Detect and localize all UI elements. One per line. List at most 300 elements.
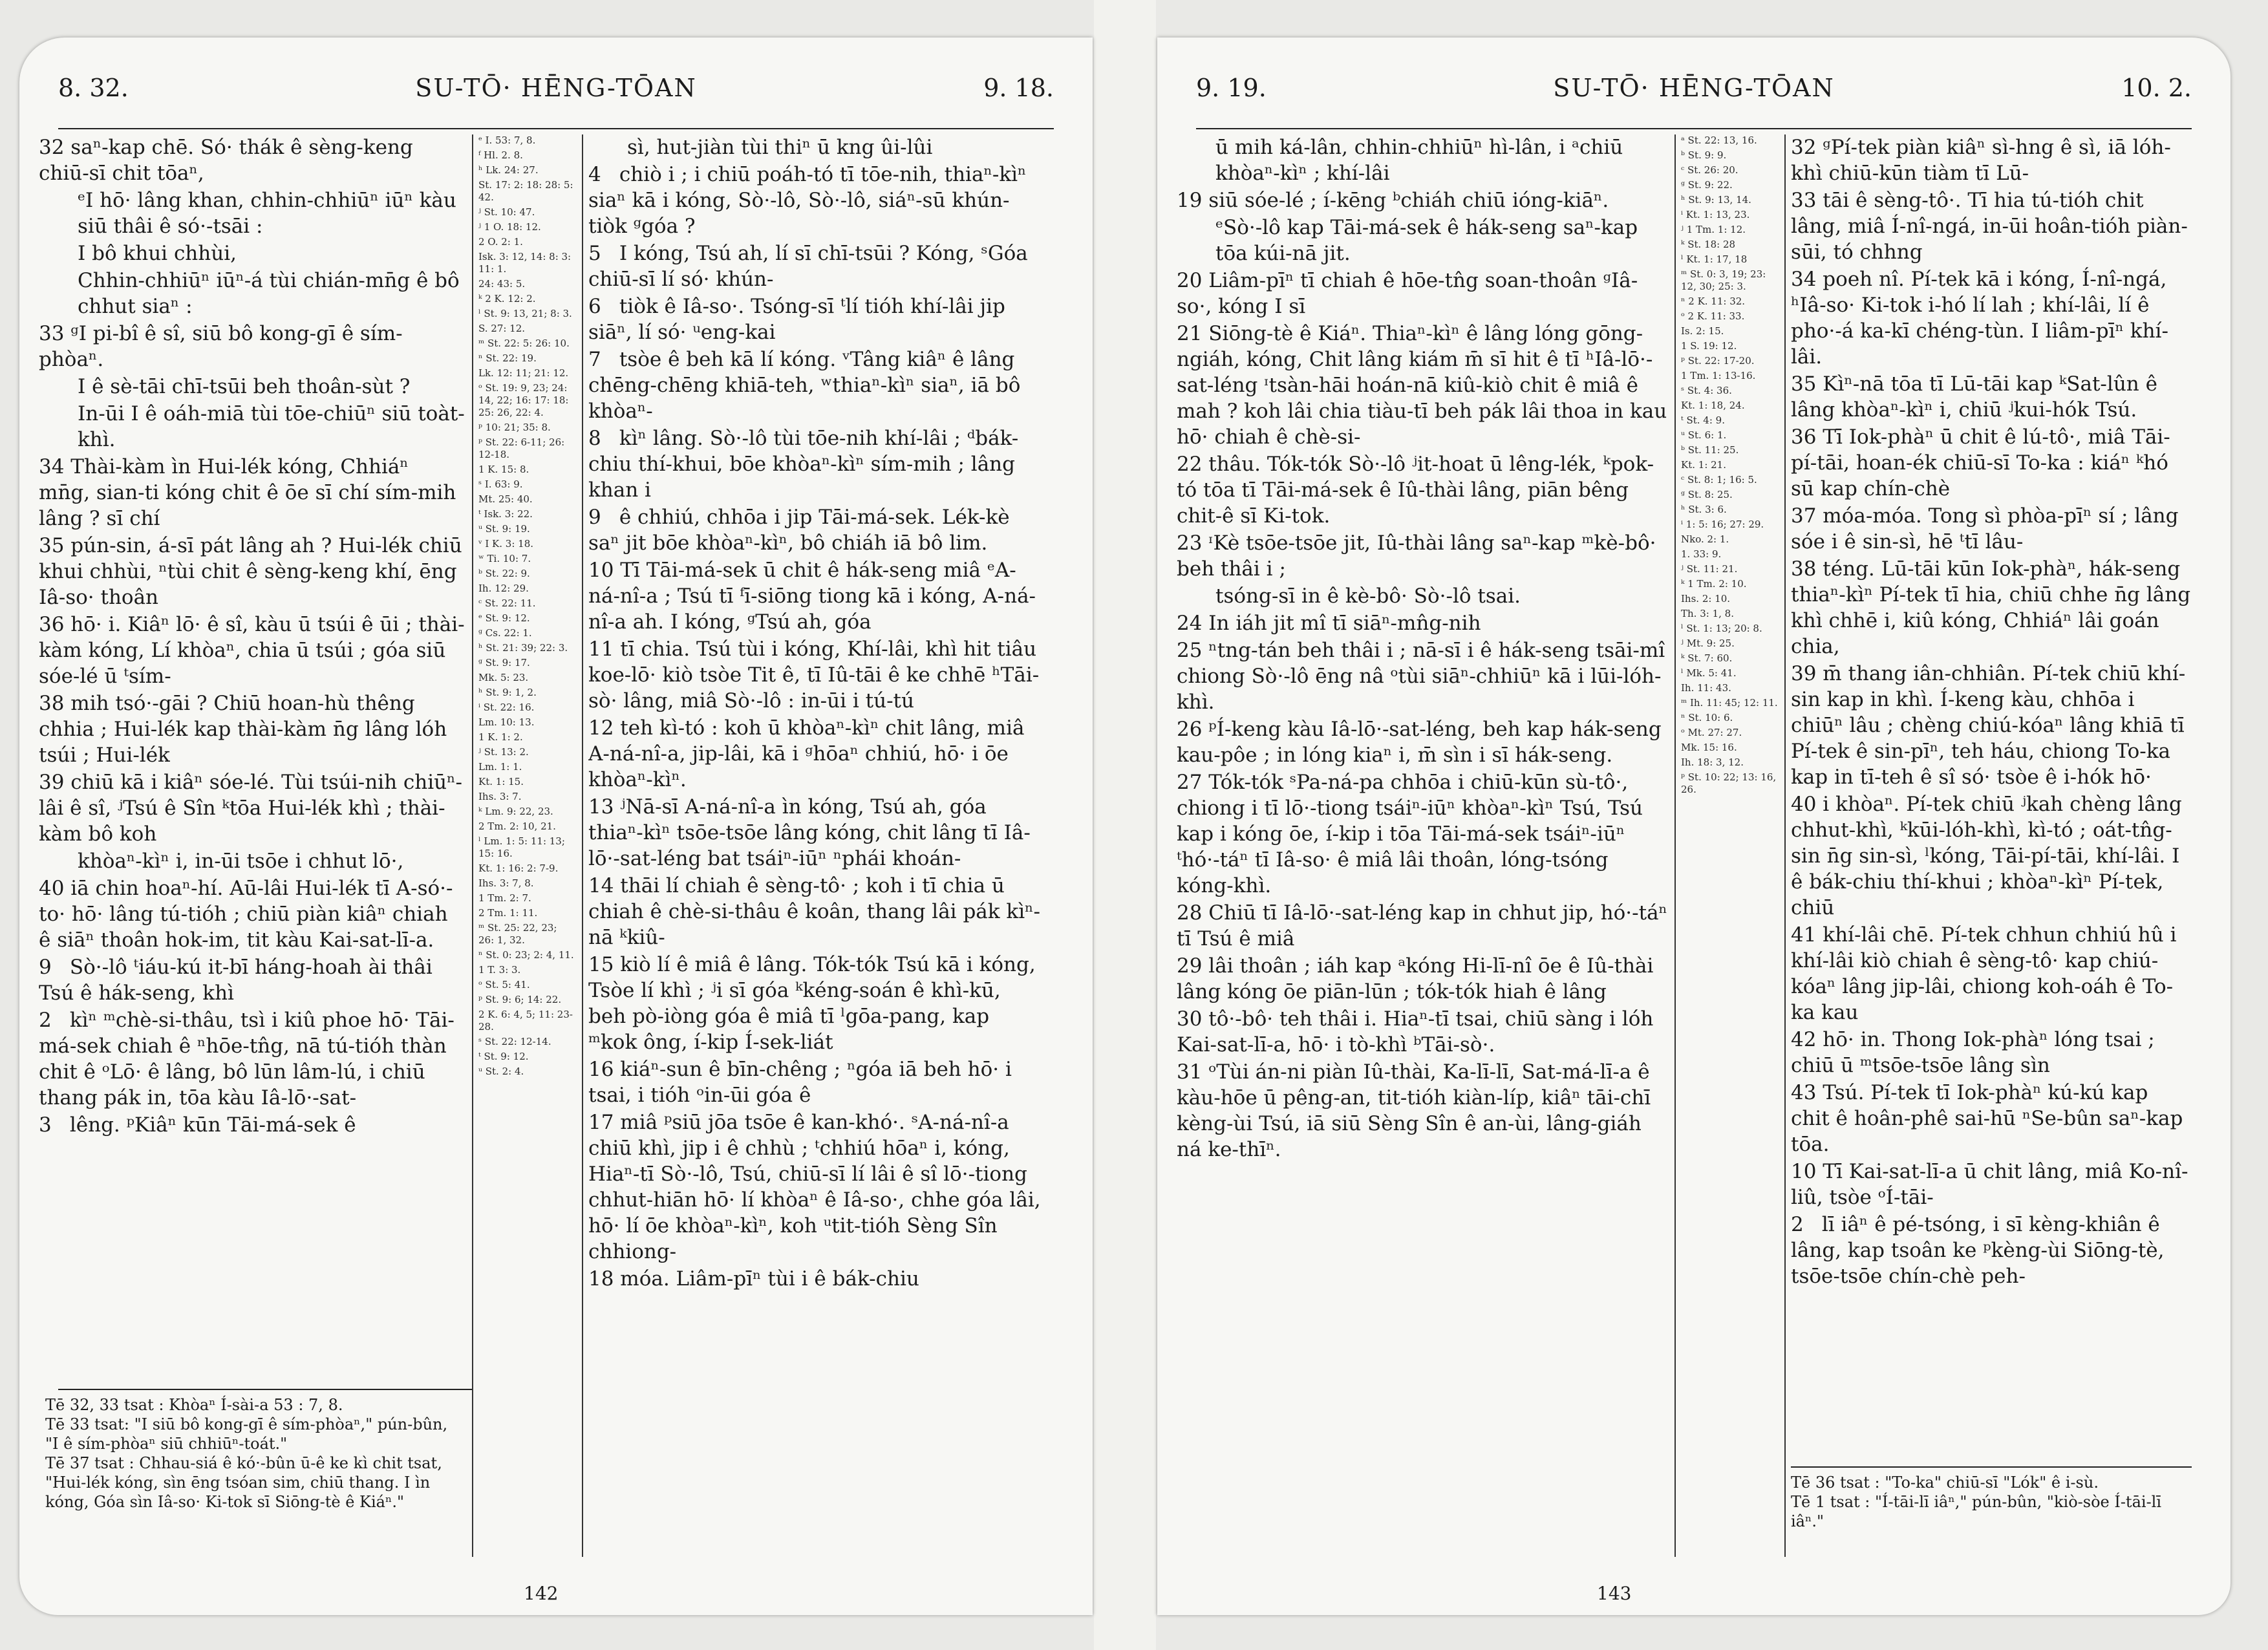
cross-reference: ᵒ 2 K. 11: 33. [1681, 310, 1745, 322]
cross-reference: ᵘ St. 2: 4. [478, 1066, 524, 1077]
cross-reference: ᵖ St. 10: 22; 13: 16, 26. [1681, 771, 1777, 795]
verse-text: kìⁿ ᵐchè-si-thâu, tsì i kiû phoe hō· Tāi-má-sek chiah ê ⁿhōe-tn̂g, nā tú-tióh thàn chit ê ᵒLō· ê lâng, bô lūn lâm-lú, i chiū thang pák in, tōa kàu Iâ-lō·-sat- [39, 1009, 455, 1109]
verse-block [1177, 530, 1668, 582]
verse-number: 34 [39, 455, 65, 478]
verse-block [1177, 321, 1668, 450]
cross-reference: Th. 3: 1, 8. [1681, 608, 1734, 619]
verse-block [1791, 1027, 2192, 1078]
cross-reference: 1 K. 1: 2. [478, 731, 523, 743]
verse-number: 6 [588, 295, 601, 318]
verse-block [1177, 583, 1668, 609]
cross-reference: ᵏ St. 18: 28 [1681, 239, 1736, 250]
cross-reference: ᵒ Mt. 27: 27. [1681, 727, 1742, 738]
verse-block [588, 162, 1041, 239]
cross-reference: ˡ St. 1: 13; 20: 8. [1681, 623, 1762, 634]
cross-reference: ᵏ Lm. 9: 22, 23. [478, 806, 553, 817]
verse-block [1791, 371, 2192, 423]
verse-number: 36 [1791, 425, 1817, 449]
cross-reference-column [478, 134, 575, 1441]
cross-reference: ᶠ Hl. 2. 8. [478, 149, 523, 161]
cross-reference: ⁿ St. 10: 6. [1681, 712, 1733, 723]
verse-block [1177, 953, 1668, 1005]
cross-reference: Nko. 2: 1. [1681, 533, 1729, 545]
verse-number: 35 [39, 534, 65, 557]
left-page [19, 38, 1093, 1615]
footnote-rule [58, 1389, 472, 1390]
cross-reference: ʷ Ti. 10: 7. [478, 553, 531, 564]
verse-number: 38 [1791, 557, 1817, 581]
cross-reference: ᵍ Cs. 22: 1. [478, 627, 532, 639]
verse-block [39, 533, 465, 610]
footnote-line: Tē 37 tsat : Chhau-siá ê kó·-bûn ū-ê ke kì chit tsat, "Hui-lék kóng, sìn ēng tsóan sim, chiū thang. I ìn kóng, Góa sìn Iâ-so· Ki-tok sī Siōng-tè ê Kiáⁿ." [45, 1454, 442, 1511]
verse-block [588, 1109, 1041, 1265]
cross-reference: S. 27: 12. [478, 323, 526, 334]
verse-text: miâ ᵖsiū jōa tsōe ê kan-khó·. ˢA-ná-nî-a chiū khì, jip i ê chhù ; ᵗchhiú hōaⁿ i, kóng, Hiaⁿ-tī Sò·-lô, Tsú, chiū-sī lí lâi ê sî lō·-tiong chhut-hiān hō· lí khòaⁿ ê Iâ-so·, chhe góa lâi, hō· lí ōe khòaⁿ-kìⁿ, koh ᵘtit-tióh Sèng Sîn chhiong- [588, 1111, 1041, 1263]
verse-block [1177, 769, 1668, 899]
footnotes [45, 1395, 459, 1609]
cross-reference: ⁱ St. 22: 16. [478, 702, 535, 713]
verse-number: 20 [1177, 269, 1203, 292]
verse-text: iā chin hoaⁿ-hí. Aū-lâi Hui-lék tī A-só·-to· hō· lâng tú-tióh ; chiū piàn kiâⁿ chiah ê siāⁿ thoân hok-im, tit kàu Kai-sat-lī-a. [39, 877, 453, 952]
verse-text: Tsú. Pí-tek tī Iok-phàⁿ kú-kú kap chit ê hoân-phê sai-hū ⁿSe-bûn saⁿ-kap tōa. [1791, 1081, 2183, 1156]
text-column-1 [39, 134, 465, 1441]
verse-block [588, 1266, 1041, 1292]
verse-text: siū sóe-lé ; í-kēng ᵇchiáh chiū ióng-kiāⁿ. [1202, 189, 1609, 212]
cross-reference: ᵏ St. 7: 60. [1681, 652, 1733, 664]
verse-block [1791, 188, 2192, 265]
verse-block [588, 504, 1041, 556]
verse-number: 29 [1177, 954, 1203, 978]
verse-number: 7 [588, 348, 601, 371]
verse-block [39, 241, 465, 266]
verse-text: ᶦKè tsōe-tsōe jit, Iû-thài lâng saⁿ-kap ᵐkè-bô· beh thâi i ; [1177, 531, 1656, 581]
verse-block [1791, 661, 2192, 790]
cross-reference: ᵇ St. 22: 9. [478, 568, 530, 579]
cross-reference: ⁱ 1: 5: 16; 27: 29. [1681, 519, 1764, 530]
verse-number: 3 [39, 1113, 52, 1137]
cross-reference: Kt. 1: 16: 2: 7-9. [478, 862, 559, 874]
verse-block [1177, 610, 1668, 636]
verse-number: 8 [588, 427, 601, 450]
right-page [1157, 38, 2231, 1615]
verse-number: 11 [588, 638, 614, 661]
verse-number: 15 [588, 953, 614, 976]
verse-number: 14 [588, 874, 614, 897]
cross-reference: ʲ 1 O. 18: 12. [478, 221, 541, 233]
verse-text: In iáh jit mî tī siāⁿ-mn̂g-nih [1202, 612, 1481, 635]
column-divider [1674, 134, 1676, 1557]
verse-text: ᵍI pi-bî ê sî, siū bô kong-gī ê sím-phòaⁿ. [39, 322, 403, 371]
cross-reference: ˢ St. 22: 12-14. [478, 1036, 551, 1047]
cross-reference: ᵃ St. 22: 13, 16. [1681, 134, 1757, 146]
cross-reference: Kt. 1: 18, 24. [1681, 400, 1745, 411]
cross-reference: 2 O. 2: 1. [478, 236, 523, 248]
verse-text: tī chia. Tsú tùi i kóng, Khí-lâi, khì hit tiâu koe-lō· kiò tsòe Tit ê, tī Iû-tāi ê ke chhē ʰTāi-sò· lâng, miâ Sò·-lô : in-ūi i tú-tú [588, 638, 1040, 712]
verse-text: pún-sin, á-sī pát lâng ah ? Hui-lék chiū khui chhùi, ⁿtùi chit ê sèng-keng khí, ēng Iâ-so· thoân [39, 534, 462, 609]
cross-reference: ᵖ St. 22: 6-11; 26: 12-18. [478, 436, 565, 460]
cross-reference: Mk. 5: 23. [478, 672, 529, 683]
verse-text: Tók-tók ˢPa-ná-pa chhōa i chiū-kūn sù-tô·, chiong i tī lō·-tiong tsáiⁿ-iūⁿ khòaⁿ-kìⁿ Tsú, Tsú kap i kóng ōe, í-kip i tōa Tāi-má-sek tsáiⁿ-iūⁿ ᵗhó·-táⁿ tī Iâ-so· ê miâ lâi thoân, lóng-tsóng kóng-khì. [1177, 771, 1643, 897]
header-rule [1196, 128, 2192, 129]
verse-block [1791, 424, 2192, 502]
verse-block [1791, 1080, 2192, 1157]
verse-text: thâu. Tók-tók Sò·-lô ʲit-hoat ū lêng-lék, ᵏpok-tó tōa tī Tāi-má-sek ê Iû-thài lâng, piān bêng chit-ê sī Ki-tok. [1177, 453, 1654, 528]
cross-reference: 1. 33: 9. [1681, 548, 1722, 560]
verse-block [1177, 215, 1668, 266]
cross-reference: ᵇ St. 9: 9. [1681, 149, 1727, 161]
verse-number: 9 [39, 956, 52, 979]
cross-reference: ⁿ 2 K. 11: 32. [1681, 295, 1746, 307]
cross-reference: ʰ St. 9: 1, 2. [478, 687, 537, 698]
verse-block [39, 268, 465, 319]
verse-block [1791, 791, 2192, 921]
verse-text: kìⁿ lâng. Sò·-lô tùi tōe-nih khí-lâi ; ᵈbák-chiu thí-khui, bōe khòaⁿ-kìⁿ sím-mih ; lâng khan i [588, 427, 1019, 502]
verse-number: 21 [1177, 322, 1203, 345]
cross-reference: ᵉ I. 53: 7, 8. [478, 134, 536, 146]
header-right-reference: 9. 18. [983, 74, 1054, 102]
cross-reference: 1 K. 15: 8. [478, 464, 530, 475]
cross-reference: ᵐ Ih. 11: 45; 12: 11. [1681, 697, 1778, 709]
cross-reference: ᶜ St. 22: 11. [478, 597, 536, 609]
verse-text: Liâm-pīⁿ tī chiah ê hōe-tn̂g soan-thoân ᵍIâ-so·, kóng I sī [1177, 269, 1638, 318]
verse-text: ê chhiú, chhōa i jip Tāi-má-sek. Lék-kè saⁿ jit bōe khòaⁿ-kìⁿ, bô chiáh iā bô lim. [588, 506, 1010, 555]
verse-text: Chhin-chhiūⁿ iūⁿ-á tùi chián-mn̄g ê bô chhut siaⁿ : [78, 269, 460, 318]
footnote-rule [1791, 1466, 2192, 1468]
verse-text: Tī Iok-phàⁿ ū chit ê lú-tô·, miâ Tāi-pí-tāi, hoan-ék chiū-sī To-ka : kiáⁿ ᵏhó sū kap chín-chè [1791, 425, 2170, 500]
cross-reference: Isk. 3: 12, 14: 8: 3: 11: 1. [478, 251, 572, 275]
cross-reference: ʲ St. 13: 2. [478, 746, 529, 758]
verse-block [1791, 922, 2192, 1025]
verse-block [1177, 1006, 1668, 1058]
verse-text: ᵖÍ-keng kàu Iâ-lō·-sat-léng, beh kap hák-seng kau-pôe ; in lóng kiaⁿ i, m̄ sìn i sī hák-seng. [1177, 718, 1662, 767]
verse-text: chiò i ; i chiū poáh-tó tī tōe-nih, thiaⁿ-kìⁿ siaⁿ kā i kóng, Sò·-lô, Sò·-lô, siáⁿ-sū khún-tiòk ᵍgóa ? [588, 163, 1027, 238]
cross-reference: ʲ St. 11: 21. [1681, 563, 1738, 575]
verse-number: 25 [1177, 639, 1203, 662]
verse-text: tāi ê sèng-tô·. Tī hia tú-tióh chit lâng, miâ Í-nî-ngá, in-ūi hoân-tióh piàn-sūi, tó chhng [1791, 189, 2188, 264]
cross-reference: 1 Tm. 2: 7. [478, 892, 531, 904]
footnote-line: Tē 32, 33 tsat : Khòaⁿ Í-sài-a 53 : 7, 8. [45, 1396, 343, 1414]
verse-block [588, 134, 1041, 160]
verse-text: chiū kā i kiâⁿ sóe-lé. Tùi tsúi-nih chiūⁿ-lâi ê sî, ʲTsú ê Sîn ᵏtōa Hui-lék khì ; thài-kàm bô koh [39, 771, 462, 846]
verse-block [1791, 266, 2192, 370]
verse-text: ʲNā-sī A-ná-nî-a ìn kóng, Tsú ah, góa thiaⁿ-kìⁿ tsōe-tsōe lâng kóng, chit lâng tī Iâ-lō·-sat-léng bat tsáiⁿ-iūⁿ ⁿphái khoán- [588, 795, 1031, 870]
cross-reference: Ih. 18: 3, 12. [1681, 756, 1744, 768]
verse-block [1791, 556, 2192, 659]
cross-reference: 1 Tm. 1: 13-16. [1681, 370, 1756, 381]
verse-block [39, 954, 465, 1006]
cross-reference: Ih. 11: 43. [1681, 682, 1731, 694]
cross-reference: Is. 2: 15. [1681, 325, 1724, 337]
cross-reference: Ihs. 3: 7. [478, 791, 522, 802]
verse-number: 40 [1791, 793, 1817, 816]
verse-block [1791, 134, 2192, 186]
verse-block [1177, 188, 1668, 213]
verse-text: ū mih ká-lân, chhin-chhiūⁿ hì-lân, i ᵃchiū khòaⁿ-kìⁿ ; khí-lâi [1215, 136, 1623, 185]
verse-block [39, 1112, 465, 1138]
cross-reference: ᵍ St. 9: 17. [478, 657, 530, 669]
cross-reference: ʲ St. 10: 47. [478, 206, 535, 218]
verse-text: i khòaⁿ. Pí-tek chiū ʲkah chèng lâng chhut-khì, ᵏkūi-lóh-khì, kì-tó ; oát-tn̂g-sin n̄g sin-sì, ˡkóng, Tāi-pí-tāi, khí-lâi. I ê bák-chiu thí-khui ; khòaⁿ-kìⁿ Pí-tek, chiū [1791, 793, 2182, 919]
cross-reference: ᵗ St. 9: 12. [478, 1051, 529, 1062]
verse-text: lâi thoân ; iáh kap ᵃkóng Hi-lī-nî ōe ê Iû-thài lâng kóng ōe piān-lūn ; tók-tók hiah ê lâng [1177, 954, 1654, 1003]
footnote-line: Tē 36 tsat : "To-ka" chiū-sī "Lók" ê i-sù. [1791, 1473, 2099, 1492]
cross-reference: ᵉ St. 9: 12. [478, 612, 530, 624]
verse-block [39, 769, 465, 847]
verse-number: 13 [588, 795, 614, 819]
cross-reference: ʰ St. 21: 39; 22: 3. [478, 642, 568, 654]
verse-number: 36 [39, 613, 65, 636]
verse-number: 39 [1791, 662, 1817, 685]
verse-number: 37 [1791, 504, 1817, 528]
verse-block [588, 952, 1041, 1055]
cross-reference: 2 Tm. 1: 11. [478, 907, 538, 919]
cross-reference: Kt. 1: 15. [478, 776, 524, 788]
verse-text: Kìⁿ-nā tōa tī Lū-tāi kap ᵏSat-lûn ê lâng khòaⁿ-kìⁿ i, chiū ʲkui-hók Tsú. [1791, 372, 2157, 422]
footnote-line: Tē 33 tsat: "I siū bô kong-gī ê sím-phòaⁿ," pún-bûn, "I ê sím-phòaⁿ siū chhiūⁿ-toát." [45, 1415, 448, 1453]
cross-reference: ᵏ 2 K. 12: 2. [478, 293, 536, 305]
verse-text: poeh nî. Pí-tek kā i kóng, Í-nî-ngá, ʰIâ-so· Ki-tok i-hó lí lah ; khí-lâi, lí ê pho·-á ka-kī chéng-tùn. I liâm-pīⁿ khí-lâi. [1791, 268, 2168, 369]
verse-number: 34 [1791, 268, 1817, 291]
verse-block [588, 294, 1041, 345]
column-divider [582, 134, 583, 1557]
verse-number: 32 [1791, 136, 1817, 159]
verse-block [39, 374, 465, 400]
verse-text: Chiū tī Iâ-lō·-sat-léng kap in chhut jip, hó·-táⁿ tī Tsú ê miâ [1177, 901, 1667, 950]
verse-text: Tī Tāi-má-sek ū chit ê hák-seng miâ ᵉA-ná-nî-a ; Tsú tī ᶠī-siōng tiong kā i kóng, A-ná-nî-a ah. I kóng, ᵍTsú ah, góa [588, 559, 1036, 634]
cross-reference: 2 Tm. 2: 10, 21. [478, 820, 556, 832]
verse-number: 27 [1177, 771, 1203, 794]
header-book-title: SU-TŌ· HĒNG-TŌAN [415, 74, 697, 102]
verse-block [1791, 1159, 2192, 1210]
verse-number: 35 [1791, 372, 1817, 396]
verse-number: 40 [39, 877, 65, 900]
verse-number: 32 [39, 136, 65, 159]
verse-block [39, 875, 465, 953]
running-header [58, 74, 1054, 112]
header-rule [58, 128, 1054, 129]
cross-reference: 2 K. 6: 4, 5; 11: 23-28. [478, 1009, 573, 1033]
verse-block [39, 321, 465, 372]
verse-block [588, 873, 1041, 950]
verse-number: 16 [588, 1058, 614, 1081]
verse-number: 41 [1791, 923, 1817, 947]
header-left-reference: 8. 32. [58, 74, 129, 102]
verse-block [588, 1056, 1041, 1108]
verse-block [39, 848, 465, 874]
verse-block [39, 691, 465, 768]
verse-text: lêng. ᵖKiâⁿ kūn Tāi-má-sek ê [63, 1113, 356, 1137]
cross-reference: St. 17: 2: 18: 28: 5: 42. [478, 179, 573, 203]
verse-number: 9 [588, 506, 601, 529]
verse-block [588, 636, 1041, 714]
verse-number: 4 [588, 163, 601, 186]
cross-reference: ᵖ St. 22: 17-20. [1681, 355, 1755, 367]
verse-text: m̄ thang iân-chhiân. Pí-tek chiū khí-sin kap in khì. Í-keng kàu, chhōa i chiūⁿ lâu ; chèng chiú-kóaⁿ lâng khiā tī Pí-tek ê sin-pīⁿ, teh háu, chiong To-ka kap in tī-teh ê sî só· tsòe ê i-hók hō· [1791, 662, 2186, 789]
verse-number: 12 [588, 716, 614, 740]
text-column-1 [1177, 134, 1668, 1441]
verse-block [588, 241, 1041, 292]
cross-reference: ʰ St. 9: 13, 14. [1681, 194, 1751, 206]
verse-number: 31 [1177, 1060, 1203, 1084]
verse-block [588, 557, 1041, 635]
footnotes [1791, 1473, 2192, 1602]
cross-reference: ᵍ St. 8: 25. [1681, 489, 1733, 500]
page-number: 142 [524, 1583, 559, 1604]
header-book-title: SU-TŌ· HĒNG-TŌAN [1553, 74, 1835, 102]
verse-text: khòaⁿ-kìⁿ i, in-ūi tsōe i chhut lō·, [78, 850, 404, 873]
column-divider [472, 134, 473, 1557]
verse-block [1177, 134, 1668, 186]
cross-reference: ʲ 1 Tm. 1: 12. [1681, 224, 1746, 235]
verse-number: 2 [39, 1009, 52, 1032]
verse-number: 10 [1791, 1160, 1817, 1183]
cross-reference: ᶜ St. 8: 1; 16: 5. [1681, 474, 1757, 486]
verse-number: 43 [1791, 1081, 1817, 1104]
verse-text: mih tsó·-gāi ? Chiū hoan-hù thêng chhia ; Hui-lék kap thài-kàm n̄g lâng lóh tsúi ; Hui-lék [39, 692, 447, 767]
verse-block [588, 715, 1041, 793]
verse-text: I bô khui chhùi, [78, 242, 237, 265]
cross-reference: Mt. 25: 40. [478, 493, 533, 505]
verse-block [39, 454, 465, 531]
verse-block [1177, 716, 1668, 768]
cross-reference-column [1681, 134, 1778, 1441]
verse-block [39, 401, 465, 453]
cross-reference: ʰ St. 3: 6. [1681, 504, 1727, 515]
verse-number: 39 [39, 771, 65, 794]
verse-number: 18 [588, 1267, 614, 1291]
verse-text: hō· in. Thong Iok-phàⁿ lóng tsai ; chiū ū ᵐtsōe-tsōe lâng sìn [1791, 1028, 2155, 1077]
cross-reference: ᵏ 1 Tm. 2: 10. [1681, 578, 1747, 590]
cross-reference: ˡ Lm. 1: 5: 11: 13; 15: 16. [478, 835, 565, 859]
verse-block [1177, 1059, 1668, 1162]
verse-text: tô·-bô· teh thâi i. Hiaⁿ-tī tsai, chiū sàng i lóh Kai-sat-lī-a, hō· i tò-khì ᵇTāi-sò·. [1177, 1007, 1654, 1056]
verse-text: teh kì-tó : koh ū khòaⁿ-kìⁿ chit lâng, miâ A-ná-nî-a, jip-lâi, kā i ᵍhōaⁿ chhiú, hō· i ōe khòaⁿ-kìⁿ. [588, 716, 1025, 791]
cross-reference: ᵒ St. 19: 9, 23; 24: 14, 22; 16: 17: 18: 25: 26, 22: 4. [478, 382, 569, 418]
cross-reference: ʲ Mt. 9: 25. [1681, 638, 1735, 649]
verse-block [1177, 900, 1668, 952]
verse-number: 42 [1791, 1028, 1817, 1051]
verse-number: 5 [588, 242, 601, 265]
verse-number: 33 [39, 322, 65, 345]
verse-number: 24 [1177, 612, 1203, 635]
cross-reference: ᵖ 10: 21; 35: 8. [478, 422, 551, 433]
verse-text: saⁿ-kap chē. Só· thák ê sèng-keng chiū-sī chit tōaⁿ, [39, 136, 413, 185]
cross-reference: ᶜ St. 26: 20. [1681, 164, 1738, 176]
cross-reference: 1 T. 3: 3. [478, 964, 521, 976]
verse-text: kiò lí ê miâ ê lâng. Tók-tók Tsú kā i kóng, Tsòe lí khì ; ʲi sī góa ᵏkéng-soán ê khì-kū, beh pò-iòng góa ê miâ tī ˡgōa-pang, kap ᵐkok ông, í-kip Í-sek-liát [588, 953, 1036, 1054]
verse-text: Sò·-lô ᵗiáu-kú it-bī háng-hoah ài thâi Tsú ê hák-seng, khì [39, 956, 433, 1005]
verse-number: 33 [1791, 189, 1817, 212]
verse-text: tsóng-sī in ê kè-bô· Sò·-lô tsai. [1215, 584, 1521, 608]
cross-reference: Ihs. 2: 10. [1681, 593, 1731, 605]
verse-block [39, 1007, 465, 1111]
verse-text: ᵒTùi án-ni piàn Iû-thài, Ka-lī-lī, Sat-má-lī-a ê kàu-hōe ū pêng-an, tit-tióh kiàn-líp, kiâⁿ tāi-chī kèng-ùi Tsú, iā siū Sèng Sîn ê an-ùi, lâng-giáh ná ke-thīⁿ. [1177, 1060, 1651, 1161]
cross-reference: ʰ Lk. 24: 27. [478, 164, 539, 176]
verse-text: ᵉSò·-lô kap Tāi-má-sek ê hák-seng saⁿ-kap tōa kúi-nā jit. [1215, 216, 1638, 265]
verse-text: tiòk ê Iâ-so·. Tsóng-sī ᵗlí tióh khí-lâi jip siāⁿ, lí só· ᵘeng-kai [588, 295, 1005, 344]
verse-text: sì, hut-jiàn tùi thiⁿ ū kng ûi-lûi [627, 136, 933, 159]
verse-text: I kóng, Tsú ah, lí sī chī-tsūi ? Kóng, ˢGóa chiū-sī lí só· khún- [588, 242, 1028, 291]
verse-number: 26 [1177, 718, 1203, 741]
verse-number: 19 [1177, 189, 1203, 212]
cross-reference: 1 S. 19: 12. [1681, 340, 1737, 352]
cross-reference: Mk. 15: 16. [1681, 742, 1737, 753]
verse-block [39, 188, 465, 239]
verse-text: móa. Liâm-pīⁿ tùi i ê bák-chiu [614, 1267, 919, 1291]
verse-number: 22 [1177, 453, 1203, 476]
verse-block [588, 347, 1041, 424]
footnote-line: Tē 1 tsat : "Í-tāi-lī iâⁿ," pún-bûn, "kiò-sòe Í-tāi-lī iâⁿ." [1791, 1493, 2162, 1530]
cross-reference: Ihs. 3: 7, 8. [478, 877, 534, 889]
cross-reference: ˢ I. 63: 9. [478, 478, 523, 490]
verse-block [1177, 638, 1668, 715]
cross-reference: ᵇ St. 11: 25. [1681, 444, 1739, 456]
running-header [1196, 74, 2192, 112]
cross-reference: ˡ St. 9: 13, 21; 8: 3. [478, 308, 572, 319]
verse-text: kiáⁿ-sun ê bīn-chêng ; ⁿgóa iā beh hō· i tsai, i tióh ᵒin-ūi góa ê [588, 1058, 1012, 1107]
book-gutter [1094, 0, 1156, 1650]
cross-reference: 24: 43: 5. [478, 278, 526, 290]
cross-reference: ᵛ I K. 3: 18. [478, 538, 534, 550]
text-column-2 [588, 134, 1041, 1441]
cross-reference: ᵍ St. 9: 22. [1681, 179, 1733, 191]
verse-block [1177, 268, 1668, 319]
column-divider [1784, 134, 1786, 1557]
verse-text: I ê sè-tāi chī-tsūi beh thoân-sùt ? [78, 375, 411, 398]
verse-number: 17 [588, 1111, 614, 1134]
verse-text: móa-móa. Tong sì phòa-pīⁿ sí ; lâng sóe i ê sin-sì, hē ᵗtī lâu- [1791, 504, 2179, 553]
verse-text: thāi lí chiah ê sèng-tô· ; koh i tī chia ū chiah ê chè-si-thâu ê koân, thang lâi pák kìⁿ-nā ᵏkiû- [588, 874, 1040, 949]
verse-block [39, 612, 465, 689]
verse-number: 2 [1791, 1213, 1804, 1236]
verse-number: 10 [588, 559, 614, 582]
verse-block [588, 425, 1041, 503]
cross-reference: ᵐ St. 22: 5: 26: 10. [478, 338, 570, 349]
page-number: 143 [1597, 1583, 1632, 1604]
cross-reference: Lm. 1: 1. [478, 761, 522, 773]
cross-reference: ᵘ St. 9: 19. [478, 523, 530, 535]
verse-text: hō· i. Kiâⁿ lō· ê sî, kàu ū tsúi ê ūi ; thài-kàm kóng, Lí khòaⁿ, chia ū tsúi ; góa siū sóe-lé ū ᵗsím- [39, 613, 465, 688]
cross-reference: ⁿ St. 22: 19. [478, 352, 537, 364]
cross-reference: Lk. 12: 11; 21: 12. [478, 367, 569, 379]
cross-reference: Kt. 1: 21. [1681, 459, 1726, 471]
cross-reference: ᵗ Isk. 3: 22. [478, 508, 533, 520]
cross-reference: Ih. 12: 29. [478, 583, 529, 594]
header-left-reference: 9. 19. [1196, 74, 1267, 102]
verse-block [588, 794, 1041, 872]
verse-block [1791, 1212, 2192, 1289]
cross-reference: Lm. 10: 13. [478, 716, 535, 728]
cross-reference: ᵒ St. 5: 41. [478, 979, 530, 991]
verse-text: ᵉI hō· lâng khan, chhin-chhiūⁿ iūⁿ kàu siū thâi ê só·-tsāi : [78, 189, 456, 238]
cross-reference: ᵐ St. 25: 22, 23; 26: 1, 32. [478, 922, 557, 946]
verse-text: téng. Lū-tāi kūn Iok-phàⁿ, hák-seng thiaⁿ-kìⁿ Pí-tek tī hia, chiū chhe n̄g lâng khì chhē i, kiû kóng, Chhiáⁿ lâi goán chia, [1791, 557, 2191, 658]
verse-block [39, 134, 465, 186]
cross-reference: ˡ Mk. 5: 41. [1681, 667, 1737, 679]
verse-text: ᵍPí-tek piàn kiâⁿ sì-hng ê sì, iā lóh-khì chiū-kūn tiàm tī Lū- [1791, 136, 2171, 185]
text-column-2 [1791, 134, 2192, 1441]
cross-reference: ⁱ Kt. 1: 13, 23. [1681, 209, 1750, 220]
verse-text: In-ūi I ê oáh-miā tùi tōe-chiūⁿ siū toàt-khì. [78, 402, 465, 451]
cross-reference: ᵐ St. 0: 3, 19; 23: 12, 30; 25: 3. [1681, 268, 1766, 292]
verse-text: Thài-kàm ìn Hui-lék kóng, Chhiáⁿ mn̄g, sian-ti kóng chit ê ōe sī chí sím-mih lâng ? sī chí [39, 455, 456, 530]
cross-reference: ᵖ St. 9: 6; 14: 22. [478, 994, 562, 1005]
cross-reference: ᵘ St. 6: 1. [1681, 429, 1727, 441]
cross-reference: ˡ Kt. 1: 17, 18 [1681, 253, 1748, 265]
verse-number: 38 [39, 692, 65, 715]
verse-text: tsòe ê beh kā lí kóng. ᵛTâng kiâⁿ ê lâng chēng-chēng khiā-teh, ʷthiaⁿ-kìⁿ siaⁿ, iā bô khòaⁿ- [588, 348, 1021, 423]
verse-text: Siōng-tè ê Kiáⁿ. Thiaⁿ-kìⁿ ê lâng lóng gōng-ngiáh, kóng, Chit lâng kiám m̄ sī hit ê tī ʰIâ-lō·-sat-léng ᶦtsàn-hāi hoán-nā kiû-kiò chit ê miâ ê mah ? koh lâi chia tiàu-tī beh pák lâi thoa in kau hō· chiah ê chè-si- [1177, 322, 1667, 449]
